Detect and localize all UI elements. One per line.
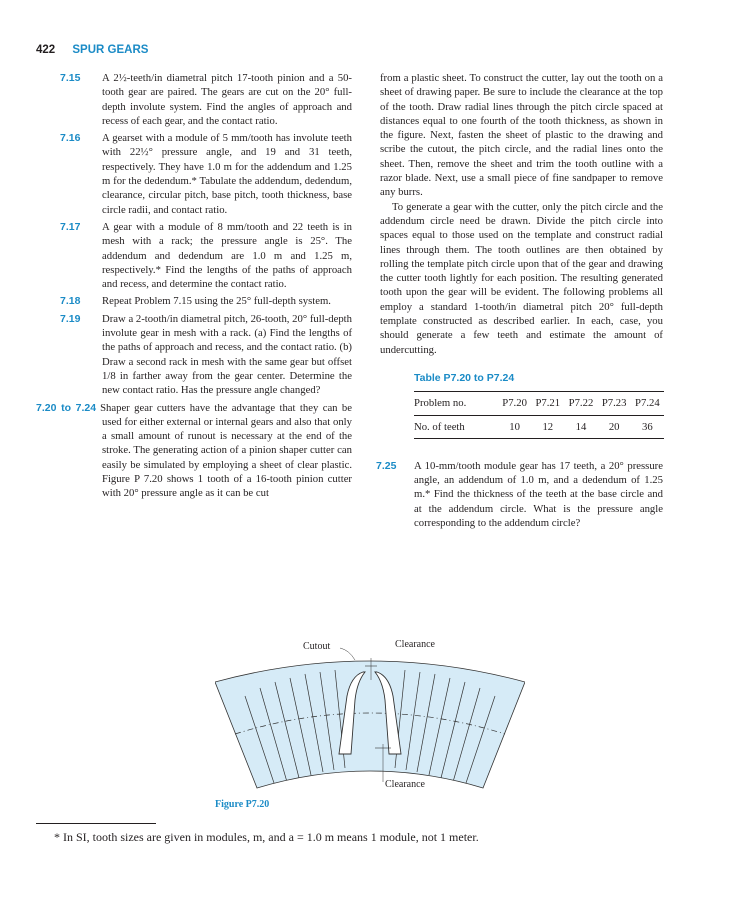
continued-text: from a plastic sheet. To construct the cutter, lay out the tooth on a sheet of drawing paper. Be sure to include the clearance at the top of the tooth. Draw radial lines through the pitch circle spaced at distances equal to one fourth of the tooth thickness, as shown in the figure. Next, fasten the sheet of plastic to the drawing and scribe the cutout, the pitch circle, and the radial lines onto the sheet. Then, remove the sheet and trim the tooth outline with a razor blade. Next, use a small piece of fine sandpaper to remove any burrs. [380,72,663,199]
problem-7-19 [36,312,352,398]
table-cell: 36 [631,415,664,438]
footnote-rule [36,823,156,824]
problem-number: 7.25 [376,459,397,472]
problem-text: A 10-mm/tooth module gear has 17 teeth, a 20° pressure angle, an addendum of 1.0 m, and a dedendum of 1.25 m.* Find the thickness of the teeth at the base circle and at the addendum circle. What is the pressure angle corresponding to the addendum circle? [414,459,663,530]
cutter-band [215,661,525,788]
page-number: 422 [36,44,56,56]
right-column [376,71,663,530]
table-cell: 14 [564,415,597,438]
page-header [36,44,148,56]
table-cell: P7.23 [598,392,631,415]
problem-text: Shaper gear cutters have the advantage that they can be used for either external or internal gears and also that only a small amount of runout is necessary at the end of the stroke. The generating action of a pinion shaper cutter can easily be simulated by employing a sheet of clear plastic. Figure P 7.20 shows 1 tooth of a 16-tooth pinion cutter with 20° pressure angle as it can be cut [100,401,353,500]
label-cutout: Cutout [303,641,331,652]
teeth-table [414,391,664,439]
problem-number: 7.16 [60,132,81,145]
problem-text: A gear with a module of 8 mm/tooth and 22 teeth is in mesh with a rack; the pressure angle is 25°. The addendum and dedendum are 1.0 m and 1.25 m, respectively.* Find the lengths of the paths of approach and recess, and determine the contact ratio. [102,220,352,291]
table-cell: 10 [498,415,531,438]
problem-7-15 [36,71,352,128]
table-row [414,415,664,438]
problem-text: A gearset with a module of 5 mm/tooth has involute teeth with 22½° pressure angle, and 19 and 31 teeth, respectively. They have 1.0 m for the addendum and 1.25 m for the dedendum.* Tabulate the addendum, dedendum, clearance, circular pitch, base pitch, tooth thickness, base circle radii, and contact ratio. [102,132,352,216]
problem-number: 7.15 [60,72,81,84]
paragraph-generate: To generate a gear with the cutter, only the pitch circle and the addendum circle need be drawn. Divide the pitch circle into spaces equal to those used on the template and construct radial lines through them. The tooth outlines are then obtained by rolling the template pitch circle upon that of the gear and drawing the cutter tooth lightly for each position. The resulting generated tooth upon the gear will be evident. The following problems all employ a standard 1-tooth/in diametral pitch 20° full-depth template constructed as described earlier. In each, case, you should generate a few teeth and estimate the amount of undercutting. [380,200,663,356]
problem-number: 7.20 to 7.24 [36,401,97,414]
table-cell: P7.20 [498,392,531,415]
table-cell: Problem no. [414,392,498,415]
chapter-title: SPUR GEARS [72,44,149,56]
problem-7-25 [376,459,663,530]
left-column [36,71,352,504]
problem-7-18 [36,294,352,308]
label-clearance-top: Clearance [395,639,435,650]
problem-number: 7.18 [60,295,81,308]
problem-number: 7.17 [60,220,81,233]
cutter-figure [215,636,525,796]
cutout-leader [340,648,355,660]
table-title: Table P7.20 to P7.24 [414,371,515,384]
table-cell: P7.21 [531,392,564,415]
table-cell: 12 [531,415,564,438]
table-header-row [414,392,664,415]
problem-number: 7.19 [60,312,81,325]
table-cell: 20 [598,415,631,438]
problem-text: A 2½-teeth/in diametral pitch 17-tooth pinion and a 50-tooth gear are paired. The gears are cut on the 20° full-depth involute system. Find the angles of approach and recess of each gear, and the contact ratio. [102,72,352,127]
problem-7-20-to-7-24 [36,401,352,501]
table-cell: No. of teeth [414,415,498,438]
problem-7-16 [36,131,352,217]
table-cell: P7.22 [564,392,597,415]
label-clearance-bottom: Clearance [385,779,425,790]
problem-7-17 [36,220,352,291]
problem-text: Repeat Problem 7.15 using the 25° full-depth system. [102,295,331,308]
problem-range-text [36,401,353,501]
figure-caption: Figure P7.20 [215,799,270,810]
footnote: * In SI, tooth sizes are given in modules, m, and a = 1.0 m means 1 module, not 1 meter. [54,830,479,844]
problem-text: Draw a 2-tooth/in diametral pitch, 26-tooth, 20° full-depth involute gear in mesh with a rack. (a) Find the lengths of the paths of approach and recess, and the contact ratio. (b) Draw a second rack in mesh with the same gear but offset 1/8 in farther away from the gear center. Determine the new contact ratio. Has the pressure angle changed? [102,312,352,397]
table-cell: P7.24 [631,392,664,415]
